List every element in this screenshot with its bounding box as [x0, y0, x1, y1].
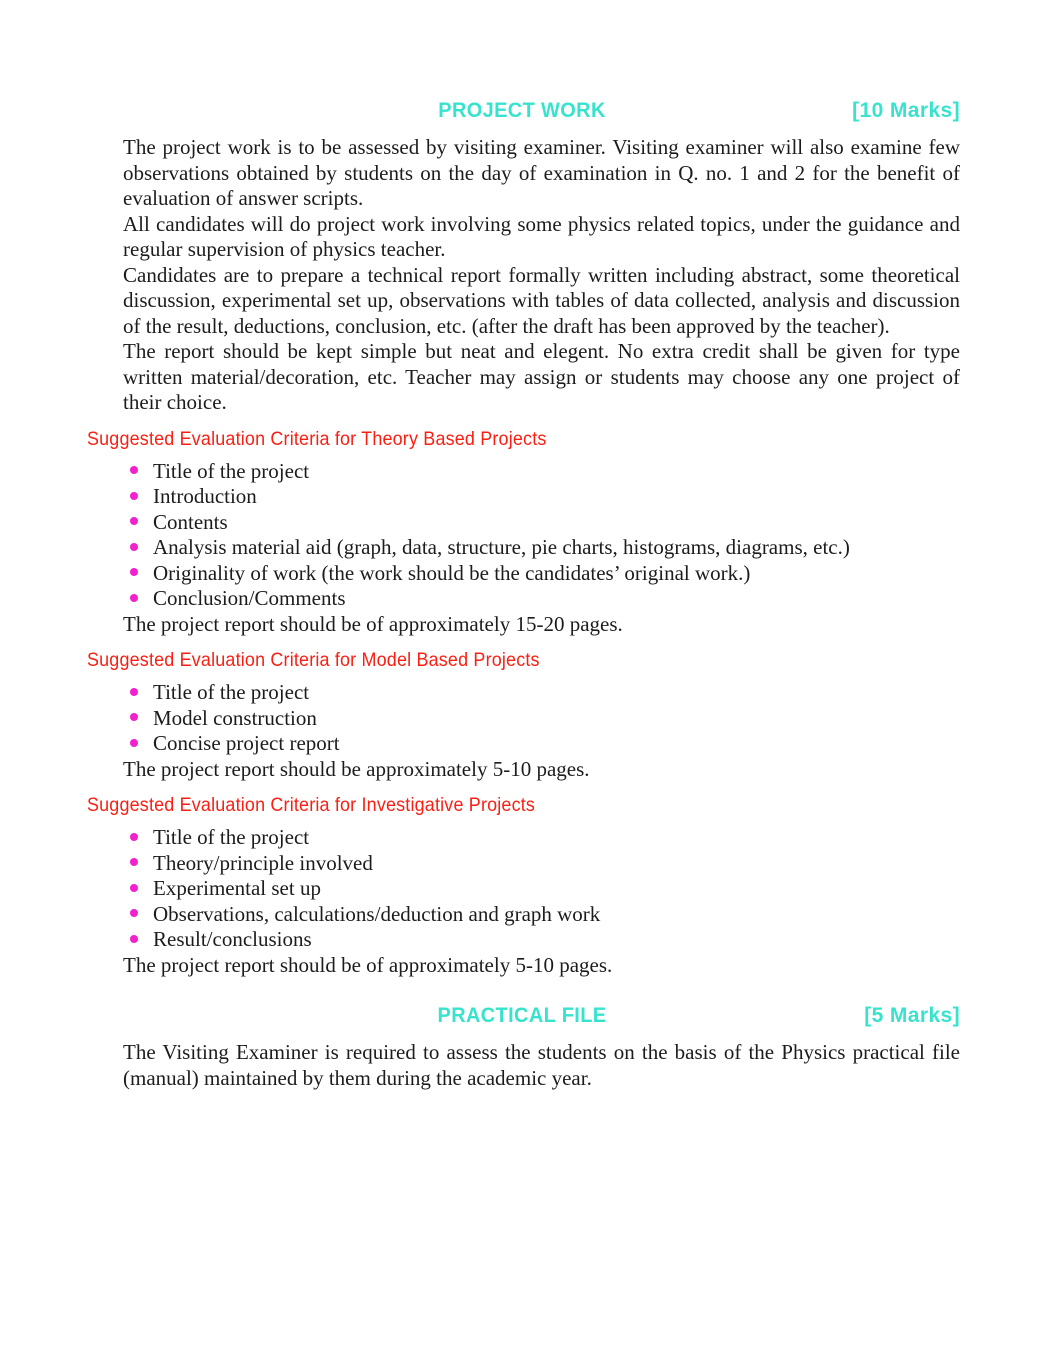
bullet-icon — [130, 517, 138, 525]
note-pages-investigative: The project report should be of approximately 5-10 pages. — [123, 952, 613, 977]
list-item — [123, 561, 960, 587]
list-item — [123, 484, 960, 510]
list-item-label: Theory/principle involved — [153, 850, 373, 875]
list-item-label: Model construction — [153, 705, 317, 730]
list-item-label: Experimental set up — [153, 876, 321, 900]
bullet-icon — [130, 884, 138, 892]
paragraph-practical-file: The Visiting Examiner is required to assess the students on the basis of the Physics practical file (manual) maintained by them during the academic year. — [123, 1040, 960, 1090]
list-item — [123, 927, 960, 953]
paragraph-report-style: The report should be kept simple but neat and elegent. No extra credit shall be given for type written material/decoration, etc. Teacher may assign or students may choose any one project of their choice. — [123, 339, 960, 414]
list-item — [123, 535, 960, 561]
bullet-icon — [130, 713, 138, 721]
bullet-icon — [130, 833, 138, 841]
section-title-project-work: PROJECT WORK — [437, 99, 606, 122]
list-item-label: Introduction — [153, 484, 257, 508]
bullet-icon — [130, 594, 138, 602]
list-item — [123, 876, 960, 902]
list-item-label: Originality of work (the work should be the candidates’ original work.) — [153, 560, 751, 585]
section-investigative — [87, 794, 960, 978]
criteria-list-theory — [123, 459, 960, 612]
list-item-label: Title of the project — [153, 825, 310, 849]
heading-theory-based: Suggested Evaluation Criteria for Theory Based Projects — [87, 427, 547, 450]
list-item — [123, 510, 960, 536]
heading-model-based: Suggested Evaluation Criteria for Model Based Projects — [87, 649, 540, 671]
list-item-label: Contents — [153, 509, 228, 534]
list-item — [123, 902, 960, 928]
list-item — [123, 825, 960, 851]
list-item — [123, 731, 960, 757]
paragraph-all-candidates: All candidates will do project work involving some physics related topics, under the guidance and regular supervision of physics teacher. — [123, 211, 960, 261]
paragraph-technical-report: Candidates are to prepare a technical report formally written including abstract, some theoretical discussion, experimental set up, observations with tables of data collected, analysis and discussion of the result, deductions, conclusion, etc. (after the draft has been approved by the teacher). — [123, 262, 960, 338]
list-item-label: Conclusion/Comments — [153, 586, 346, 610]
section-header-practical-file — [123, 1005, 960, 1027]
list-item — [123, 459, 960, 485]
list-item — [123, 586, 960, 612]
paragraph-assessment: The project work is to be assessed by visiting examiner. Visiting examiner will also examine few observations obtained by students on the day of examination in Q. no. 1 and 2 for the benefit of evaluation of answer scripts. — [123, 135, 960, 210]
bullet-icon — [130, 568, 138, 576]
heading-investigative: Suggested Evaluation Criteria for Investigative Projects — [87, 794, 536, 816]
section-model-based — [87, 649, 960, 782]
section-marks-practical-file: [5 Marks] — [864, 1004, 960, 1027]
list-item-label: Concise project report — [153, 731, 340, 755]
list-item — [123, 851, 960, 877]
list-item-label: Result/conclusions — [153, 927, 312, 951]
bullet-icon — [130, 909, 138, 917]
section-header-project-work — [123, 100, 960, 122]
criteria-list-investigative — [123, 825, 960, 953]
bullet-icon — [130, 492, 138, 500]
note-pages-model: The project report should be approximately 5-10 pages. — [123, 756, 590, 781]
bullet-icon — [130, 466, 138, 474]
section-theory-based — [87, 427, 960, 638]
bullet-icon — [130, 858, 138, 866]
note-pages-theory: The project report should be of approximately 15-20 pages. — [123, 611, 623, 636]
bullet-icon — [130, 739, 138, 747]
list-item-label: Analysis material aid (graph, data, structure, pie charts, histograms, diagrams, etc.) — [153, 535, 850, 559]
list-item — [123, 680, 960, 706]
bullet-icon — [130, 688, 138, 696]
bullet-icon — [130, 543, 138, 551]
list-item-label: Title of the project — [153, 680, 310, 704]
criteria-list-model — [123, 680, 960, 757]
bullet-icon — [130, 935, 138, 943]
section-marks-project-work: [10 Marks] — [852, 99, 960, 122]
section-title-practical-file: PRACTICAL FILE — [437, 1004, 606, 1027]
list-item — [123, 706, 960, 732]
list-item-label: Title of the project — [153, 458, 310, 483]
list-item-label: Observations, calculations/deduction and graph work — [153, 901, 601, 926]
